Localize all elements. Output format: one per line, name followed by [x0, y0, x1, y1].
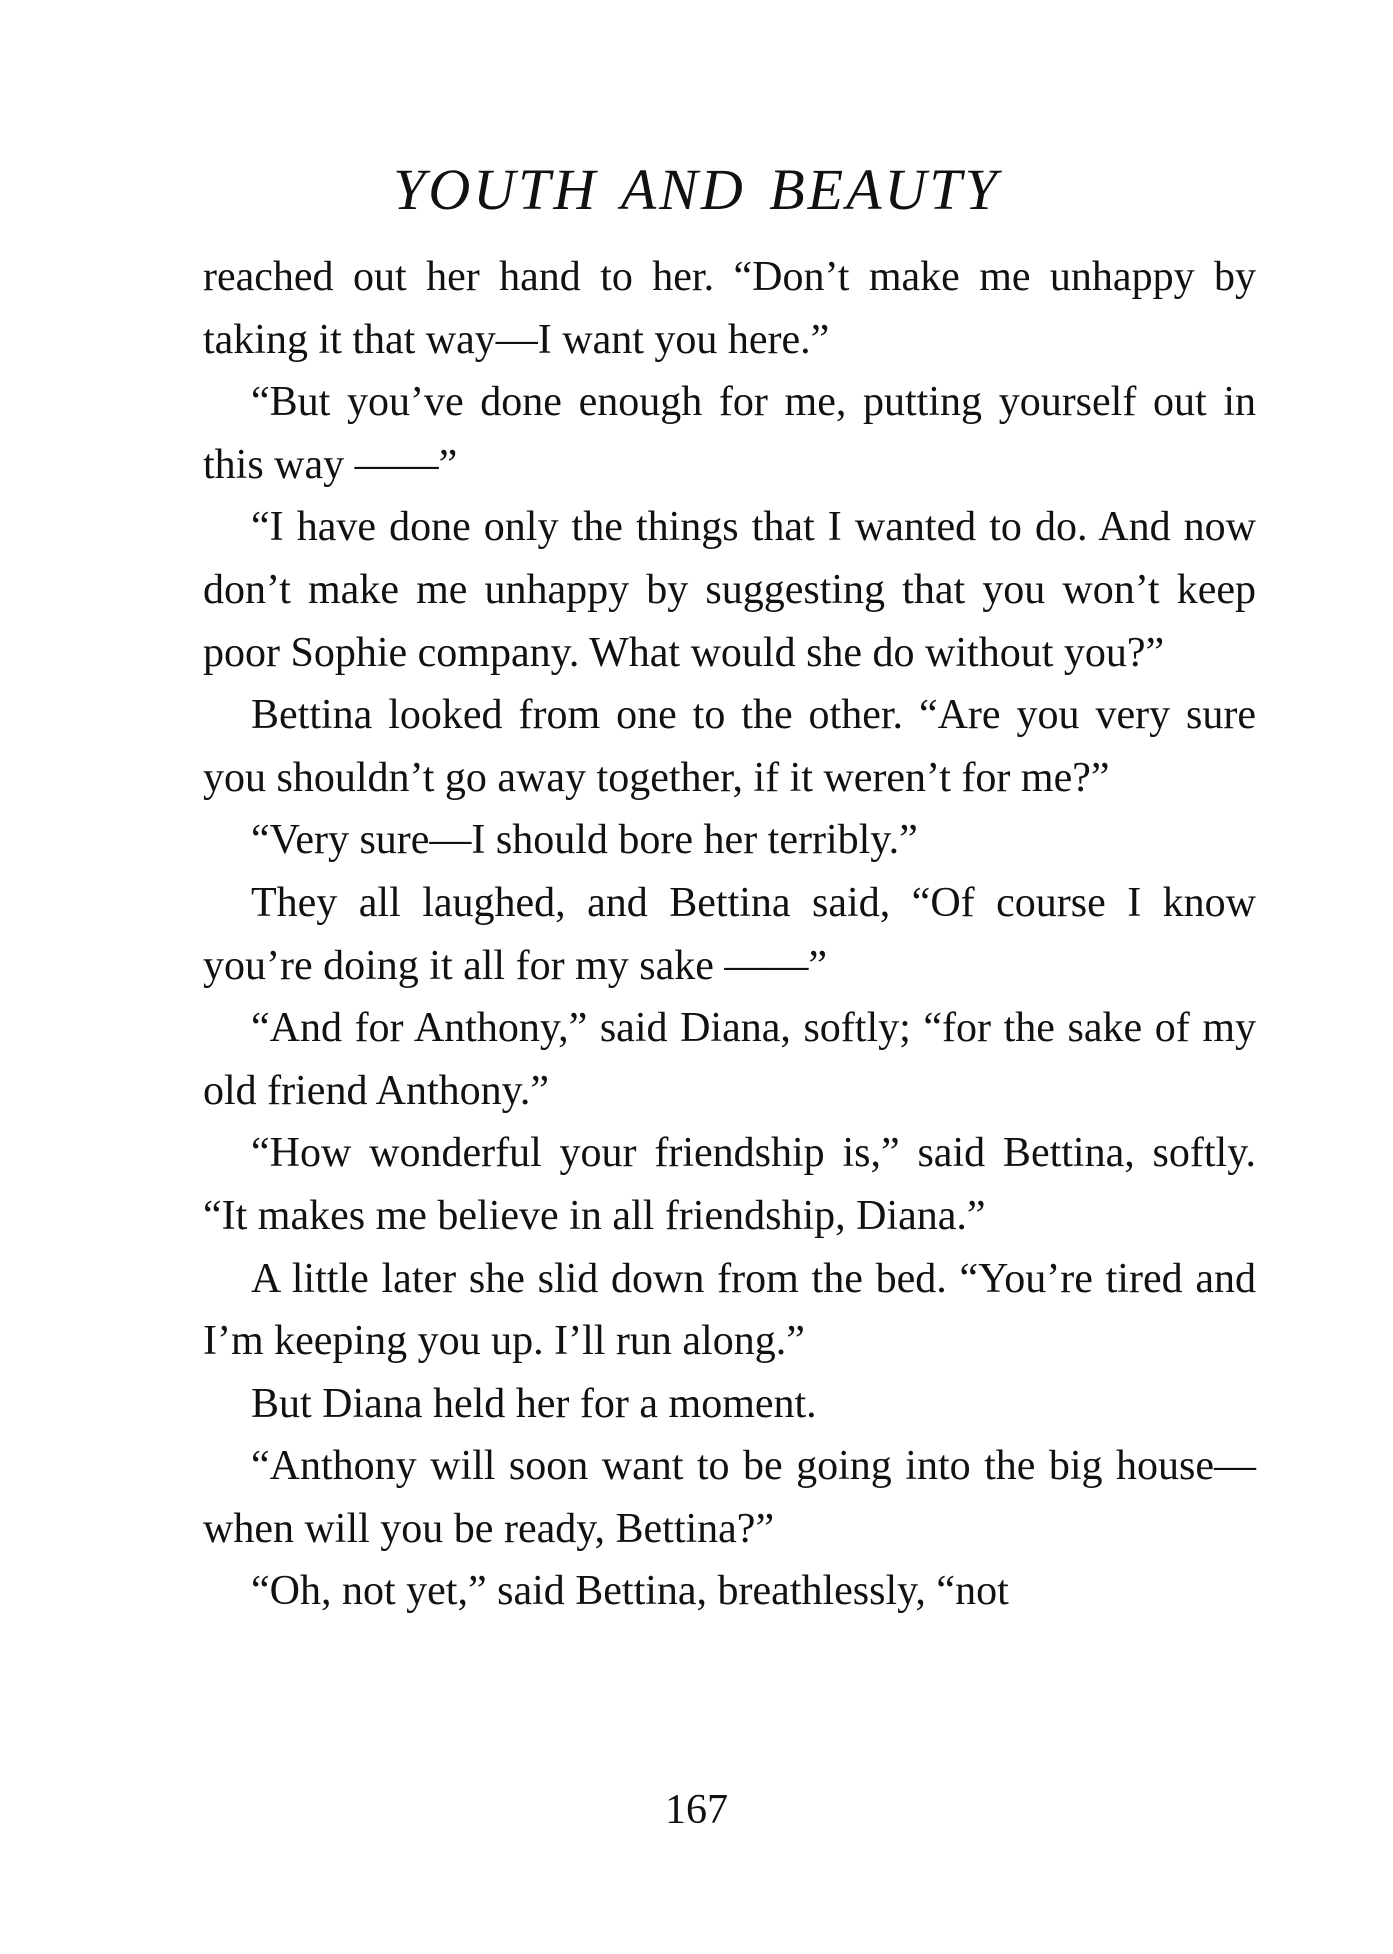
paragraph: Bettina looked from one to the other. “Are you very sure you shouldn’t go away together, if it weren’t for me?”: [203, 692, 1256, 801]
paragraph: “But you’ve done enough for me, putting yourself out in this way ——”: [203, 379, 1256, 488]
paragraph: “How wonderful your friendship is,” said Bettina, softly. “It makes me believe in all friendship, Diana.”: [203, 1130, 1256, 1239]
paragraph: A little later she slid down from the bed. “You’re tired and I’m keeping you up. I’ll run along.”: [203, 1255, 1256, 1365]
paragraph: “Anthony will soon want to be going into the big house—when will you be ready, Bettina?”: [203, 1443, 1256, 1552]
running-title: YOUTH AND BEAUTY: [393, 157, 1000, 222]
paragraph: “And for Anthony,” said Diana, softly; “for the sake of my old friend Anthony.”: [203, 1005, 1256, 1114]
body-text: [203, 246, 1256, 1623]
paragraph: “I have done only the things that I wanted to do. And now don’t make me unhappy by suggesting that you won’t keep poor Sophie company. What would she do without you?”: [203, 504, 1256, 676]
paragraph: “Oh, not yet,” said Bettina, breathlessly, “not: [251, 1568, 1009, 1615]
page-number: 167: [665, 1787, 728, 1833]
paragraph: But Diana held her for a moment.: [251, 1380, 817, 1427]
paragraph-continued: reached out her hand to her. “Don’t make me unhappy by taking it that way—I want you here.”: [203, 254, 1256, 363]
paragraph: They all laughed, and Bettina said, “Of course I know you’re doing it all for my sake ——”: [203, 879, 1256, 989]
paragraph: “Very sure—I should bore her terribly.”: [251, 817, 918, 864]
